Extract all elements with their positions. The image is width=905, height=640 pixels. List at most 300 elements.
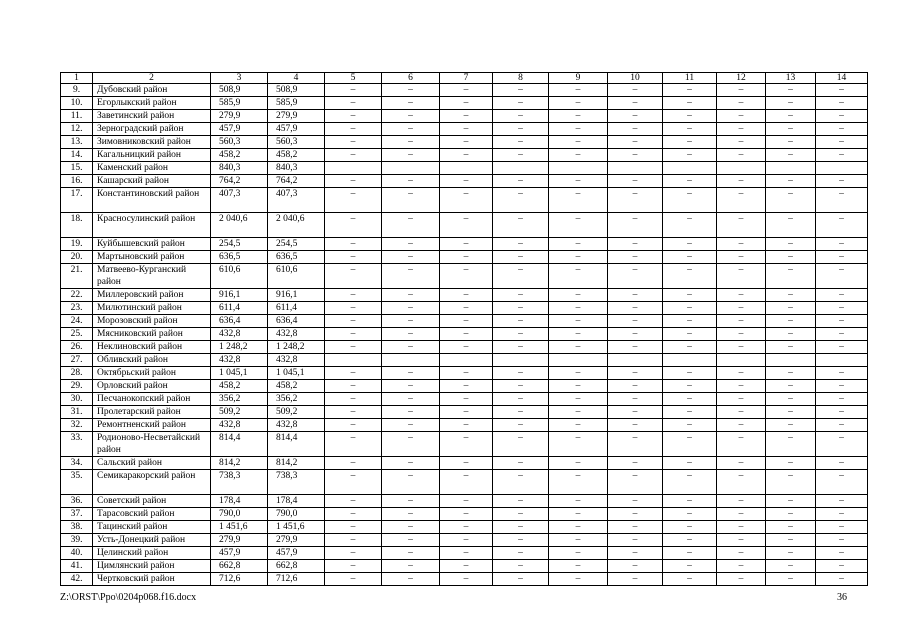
value-col4-cell: 790,0 [268,508,325,521]
dash-cell: – [816,470,868,495]
dash-cell: – [816,495,868,508]
dash-cell: – [608,302,663,315]
value-col4-cell: 814,4 [268,432,325,457]
dash-cell: – [608,367,663,380]
dash-cell: – [440,213,493,238]
row-number-cell: 38. [61,521,93,534]
dash-cell [608,162,663,175]
dash-cell: – [766,110,816,123]
dash-cell: – [766,573,816,586]
district-name-cell: Егорлыкский район [93,97,211,110]
dash-cell: – [766,380,816,393]
dash-cell: – [717,380,766,393]
district-name-cell: Тарасовский район [93,508,211,521]
dash-cell: – [549,470,608,495]
value-col4-cell: 407,3 [268,188,325,213]
dash-cell: – [549,419,608,432]
dash-cell: – [549,315,608,328]
table-row [61,136,868,149]
dash-cell [717,354,766,367]
dash-cell: – [493,495,549,508]
dash-cell: – [493,238,549,251]
dash-cell: – [816,302,868,315]
table-row [61,393,868,406]
dash-cell: – [325,302,382,315]
column-header: 11 [663,73,717,84]
dash-cell: – [325,470,382,495]
dash-cell: – [663,84,717,97]
row-number-cell: 17. [61,188,93,213]
dash-cell: – [608,393,663,406]
dash-cell: – [493,251,549,264]
district-name-cell: Милютинский район [93,302,211,315]
dash-cell: – [663,508,717,521]
value-col4-cell: 636,4 [268,315,325,328]
dash-cell: – [440,495,493,508]
dash-cell: – [493,213,549,238]
dash-cell: – [717,406,766,419]
row-number-cell: 40. [61,547,93,560]
dash-cell: – [766,123,816,136]
dash-cell: – [440,175,493,188]
dash-cell: – [608,470,663,495]
dash-cell: – [816,238,868,251]
column-header: 6 [382,73,440,84]
value-col3-cell: 279,9 [211,534,268,547]
row-number-cell: 27. [61,354,93,367]
district-name-cell: Зимовниковский район [93,136,211,149]
page-number: 36 [837,592,847,603]
file-path: Z:\ORST\Ppo\0204p068.f16.docx [60,592,197,603]
dash-cell: – [440,289,493,302]
value-col4-cell: 662,8 [268,560,325,573]
table-row [61,406,868,419]
row-number-cell: 29. [61,380,93,393]
value-col3-cell: 585,9 [211,97,268,110]
dash-cell: – [493,419,549,432]
dash-cell: – [440,380,493,393]
dash-cell: – [440,341,493,354]
dash-cell: – [663,264,717,289]
dash-cell: – [816,84,868,97]
dash-cell: – [440,521,493,534]
column-header: 1 [61,73,93,84]
dash-cell: – [717,123,766,136]
dash-cell: – [493,521,549,534]
dash-cell: – [493,508,549,521]
dash-cell: – [382,264,440,289]
district-name-cell: Кагальницкий район [93,149,211,162]
dash-cell: – [816,508,868,521]
dash-cell: – [325,110,382,123]
dash-cell: – [440,251,493,264]
value-col3-cell: 840,3 [211,162,268,175]
dash-cell: – [663,560,717,573]
table-row [61,560,868,573]
row-number-cell: 12. [61,123,93,136]
row-number-cell: 39. [61,534,93,547]
dash-cell: – [663,136,717,149]
dash-cell: – [816,213,868,238]
dash-cell: – [608,264,663,289]
dash-cell: – [816,406,868,419]
dash-cell: – [816,110,868,123]
value-col3-cell: 509,2 [211,406,268,419]
dash-cell: – [717,302,766,315]
dash-cell: – [493,560,549,573]
dash-cell: – [766,341,816,354]
dash-cell: – [493,457,549,470]
dash-cell: – [663,149,717,162]
dash-cell: – [493,84,549,97]
dash-cell: – [766,457,816,470]
dash-cell: – [766,213,816,238]
dash-cell: – [493,302,549,315]
row-number-cell: 22. [61,289,93,302]
value-col3-cell: 178,4 [211,495,268,508]
dash-cell: – [325,97,382,110]
dash-cell: – [717,97,766,110]
dash-cell: – [766,432,816,457]
dash-cell: – [816,457,868,470]
dash-cell: – [493,573,549,586]
table-row [61,149,868,162]
dash-cell: – [382,534,440,547]
table-row [61,162,868,175]
dash-cell: – [816,547,868,560]
dash-cell: – [382,97,440,110]
table-row [61,328,868,341]
column-header: 9 [549,73,608,84]
dash-cell: – [440,457,493,470]
dash-cell: – [608,457,663,470]
district-name-cell: Обливский район [93,354,211,367]
dash-cell: – [608,432,663,457]
dash-cell: – [325,560,382,573]
dash-cell: – [440,264,493,289]
dash-cell: – [663,380,717,393]
dash-cell: – [493,264,549,289]
dash-cell [766,162,816,175]
row-number-cell: 42. [61,573,93,586]
dash-cell: – [325,521,382,534]
dash-cell: – [325,547,382,560]
dash-cell: – [766,470,816,495]
row-number-cell: 14. [61,149,93,162]
value-col3-cell: 611,4 [211,302,268,315]
dash-cell: – [608,508,663,521]
row-number-cell: 19. [61,238,93,251]
dash-cell: – [663,457,717,470]
dash-cell: – [493,432,549,457]
dash-cell: – [766,547,816,560]
dash-cell: – [440,97,493,110]
table-row [61,175,868,188]
district-name-cell: Ремонтненский район [93,419,211,432]
row-number-cell: 13. [61,136,93,149]
dash-cell: – [325,264,382,289]
dash-cell: – [608,149,663,162]
district-name-cell: Усть-Донецкий район [93,534,211,547]
dash-cell: – [816,380,868,393]
dash-cell: – [663,315,717,328]
district-name-cell: Константиновский район [93,188,211,213]
row-number-cell: 16. [61,175,93,188]
district-name-cell: Чертковский район [93,573,211,586]
dash-cell: – [717,457,766,470]
value-col3-cell: 712,6 [211,573,268,586]
dash-cell: – [717,341,766,354]
dash-cell: – [717,560,766,573]
dash-cell: – [766,393,816,406]
value-col4-cell: 508,9 [268,84,325,97]
value-col3-cell: 432,8 [211,419,268,432]
district-name-cell: Целинский район [93,547,211,560]
dash-cell: – [816,188,868,213]
dash-cell: – [608,97,663,110]
dash-cell: – [816,328,868,341]
dash-cell: – [663,432,717,457]
value-col3-cell: 790,0 [211,508,268,521]
value-col3-cell: 254,5 [211,238,268,251]
dash-cell: – [766,175,816,188]
row-number-cell: 37. [61,508,93,521]
dash-cell: – [549,238,608,251]
district-name-cell: Куйбышевский район [93,238,211,251]
dash-cell: – [766,315,816,328]
dash-cell: – [493,315,549,328]
dash-cell [325,162,382,175]
dash-cell: – [766,136,816,149]
dash-cell: – [440,534,493,547]
value-col3-cell: 1 248,2 [211,341,268,354]
value-col4-cell: 432,8 [268,328,325,341]
dash-cell: – [608,213,663,238]
dash-cell [608,354,663,367]
dash-cell: – [816,341,868,354]
value-col4-cell: 457,9 [268,547,325,560]
row-number-cell: 20. [61,251,93,264]
column-header: 8 [493,73,549,84]
dash-cell: – [440,406,493,419]
row-number-cell: 31. [61,406,93,419]
value-col4-cell: 764,2 [268,175,325,188]
table-row [61,419,868,432]
table-header-row [61,73,868,84]
table-row [61,123,868,136]
district-name-cell: Сальский район [93,457,211,470]
table-row [61,302,868,315]
table-row [61,238,868,251]
dash-cell: – [816,289,868,302]
dash-cell: – [549,573,608,586]
district-name-cell: Зерноградский район [93,123,211,136]
dash-cell: – [382,175,440,188]
dash-cell: – [608,84,663,97]
dash-cell: – [440,419,493,432]
dash-cell: – [816,393,868,406]
row-number-cell: 35. [61,470,93,495]
dash-cell: – [382,188,440,213]
dash-cell: – [608,573,663,586]
dash-cell: – [608,315,663,328]
value-col3-cell: 662,8 [211,560,268,573]
dash-cell: – [663,393,717,406]
table-row [61,573,868,586]
dash-cell: – [440,547,493,560]
dash-cell: – [816,534,868,547]
value-col4-cell: 458,2 [268,380,325,393]
dash-cell: – [766,560,816,573]
dash-cell: – [663,302,717,315]
dash-cell: – [325,328,382,341]
value-col4-cell: 636,5 [268,251,325,264]
dash-cell: – [382,495,440,508]
dash-cell [440,162,493,175]
dash-cell [382,354,440,367]
dash-cell: – [549,97,608,110]
district-name-cell: Мартыновский район [93,251,211,264]
row-number-cell: 26. [61,341,93,354]
dash-cell: – [663,123,717,136]
district-name-cell: Неклиновский район [93,341,211,354]
dash-cell: – [717,432,766,457]
dash-cell: – [717,393,766,406]
table-row [61,188,868,213]
dash-cell: – [717,521,766,534]
dash-cell: – [816,432,868,457]
dash-cell: – [493,470,549,495]
dash-cell: – [717,508,766,521]
dash-cell: – [766,149,816,162]
dash-cell: – [440,302,493,315]
dash-cell: – [382,470,440,495]
dash-cell: – [717,419,766,432]
value-col4-cell: 2 040,6 [268,213,325,238]
dash-cell: – [440,123,493,136]
dash-cell: – [608,534,663,547]
dash-cell: – [608,136,663,149]
dash-cell: – [493,406,549,419]
dash-cell: – [608,328,663,341]
district-name-cell: Миллеровский район [93,289,211,302]
dash-cell: – [549,264,608,289]
dash-cell: – [325,213,382,238]
dash-cell: – [382,251,440,264]
dash-cell [663,162,717,175]
dash-cell: – [766,97,816,110]
table-row [61,367,868,380]
dash-cell: – [325,534,382,547]
dash-cell: – [325,149,382,162]
dash-cell: – [325,136,382,149]
dash-cell [382,162,440,175]
dash-cell: – [663,341,717,354]
value-col3-cell: 432,8 [211,354,268,367]
column-header: 10 [608,73,663,84]
dash-cell: – [608,251,663,264]
dash-cell: – [766,264,816,289]
value-col4-cell: 610,6 [268,264,325,289]
dash-cell: – [549,213,608,238]
dash-cell: – [325,380,382,393]
table-row [61,251,868,264]
dash-cell: – [382,289,440,302]
district-name-cell: Орловский район [93,380,211,393]
dash-cell: – [493,289,549,302]
dash-cell: – [382,149,440,162]
value-col4-cell: 254,5 [268,238,325,251]
dash-cell: – [549,289,608,302]
column-header: 7 [440,73,493,84]
dash-cell: – [549,393,608,406]
dash-cell: – [816,136,868,149]
dash-cell: – [440,560,493,573]
dash-cell: – [608,289,663,302]
value-col3-cell: 432,8 [211,328,268,341]
dash-cell: – [549,84,608,97]
dash-cell: – [440,573,493,586]
value-col4-cell: 1 248,2 [268,341,325,354]
dash-cell: – [663,328,717,341]
district-name-cell: Советский район [93,495,211,508]
dash-cell: – [816,251,868,264]
dash-cell: – [440,367,493,380]
dash-cell: – [440,328,493,341]
dash-cell: – [717,84,766,97]
dash-cell: – [663,547,717,560]
row-number-cell: 23. [61,302,93,315]
dash-cell: – [549,149,608,162]
dash-cell: – [663,534,717,547]
dash-cell: – [325,251,382,264]
dash-cell: – [717,470,766,495]
dash-cell [663,354,717,367]
dash-cell: – [608,406,663,419]
dash-cell: – [608,495,663,508]
dash-cell: – [766,238,816,251]
dash-cell: – [663,110,717,123]
dash-cell [493,354,549,367]
district-name-cell: Пролетарский район [93,406,211,419]
table-row [61,432,868,457]
dash-cell: – [493,380,549,393]
dash-cell: – [382,419,440,432]
dash-cell: – [382,367,440,380]
dash-cell: – [608,188,663,213]
dash-cell: – [493,547,549,560]
document-table-container [60,72,847,586]
dash-cell: – [816,149,868,162]
dash-cell: – [766,328,816,341]
dash-cell: – [717,149,766,162]
dash-cell: – [816,419,868,432]
district-name-cell: Песчанокопский район [93,393,211,406]
dash-cell: – [493,341,549,354]
dash-cell [493,162,549,175]
table-row [61,521,868,534]
dash-cell: – [549,175,608,188]
dash-cell: – [663,419,717,432]
dash-cell: – [663,251,717,264]
dash-cell: – [382,84,440,97]
dash-cell: – [325,419,382,432]
row-number-cell: 9. [61,84,93,97]
dash-cell: – [493,97,549,110]
value-col3-cell: 458,2 [211,149,268,162]
dash-cell: – [549,251,608,264]
dash-cell: – [382,521,440,534]
